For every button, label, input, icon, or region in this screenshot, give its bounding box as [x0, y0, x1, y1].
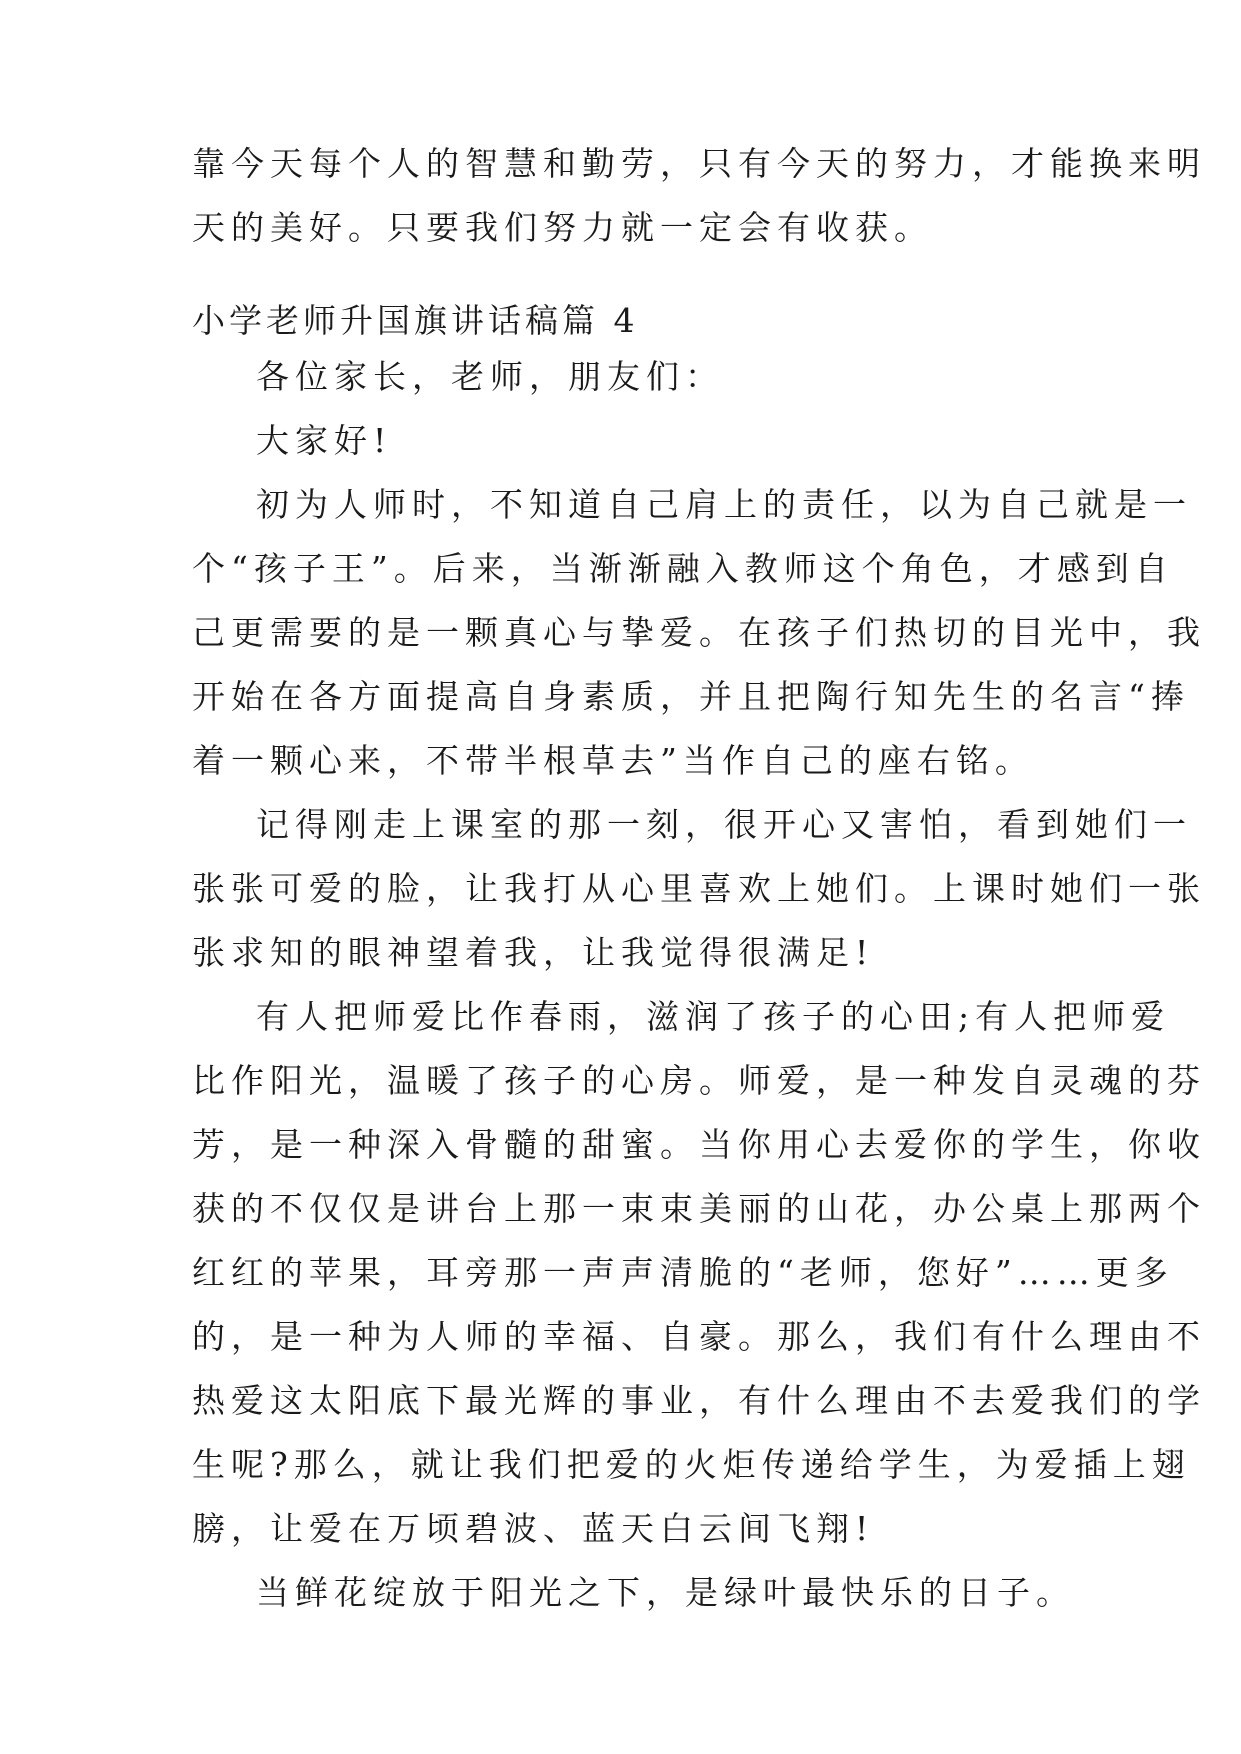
text-line: 着一颗心来，不带半根草去”当作自己的座右铭。: [192, 741, 1034, 780]
text-line: 张求知的眼神望着我，让我觉得很满足!: [192, 933, 875, 972]
speech-body: [192, 345, 1206, 1625]
text-line: 比作阳光，温暖了孩子的心房。师爱，是一种发自灵魂的芬: [192, 1061, 1206, 1100]
hello-line: 大家好!: [256, 421, 393, 460]
section-title-text: 小学老师升国旗讲话稿篇 4: [192, 301, 639, 340]
paragraph-4: [192, 1561, 1075, 1625]
text-line: 有人把师爱比作春雨，滋润了孩子的心田;有人把师爱: [256, 997, 1171, 1036]
text-line: 获的不仅仅是讲台上那一束束美丽的山花，办公桌上那两个: [192, 1189, 1206, 1228]
text-line: 开始在各方面提高自身素质，并且把陶行知先生的名言“捧: [192, 677, 1190, 716]
text-line: 红红的苹果，耳旁那一声声清脆的“老师，您好”……更多: [192, 1253, 1174, 1292]
text-line: 生呢?那么，就让我们把爱的火炬传递给学生，为爱插上翅: [192, 1445, 1191, 1484]
paragraph-3: [192, 985, 1206, 1561]
text-line: 个“孩子王”。后来，当渐渐融入教师这个角色，才感到自: [192, 549, 1174, 588]
paragraph-2: [192, 793, 1206, 985]
text-line: 的，是一种为人师的幸福、自豪。那么，我们有什么理由不: [192, 1317, 1206, 1356]
text-line: 己更需要的是一颗真心与挚爱。在孩子们热切的目光中，我: [192, 613, 1206, 652]
text-line: 膀，让爱在万顷碧波、蓝天白云间飞翔!: [192, 1509, 875, 1548]
greeting-line: 各位家长，老师，朋友们：: [256, 357, 724, 396]
text-line: 张张可爱的脸，让我打从心里喜欢上她们。上课时她们一张: [192, 869, 1206, 908]
text-line: 芳，是一种深入骨髓的甜蜜。当你用心去爱你的学生，你收: [192, 1125, 1206, 1164]
paragraph-1: [192, 473, 1206, 793]
text-line: 天的美好。只要我们努力就一定会有收获。: [192, 208, 933, 247]
text-line: 记得刚走上课室的那一刻，很开心又害怕，看到她们一: [256, 805, 1192, 844]
intro-paragraph: [192, 132, 1206, 260]
text-line: 靠今天每个人的智慧和勤劳，只有今天的努力，才能换来明: [192, 144, 1206, 183]
text-line: 热爱这太阳底下最光辉的事业，有什么理由不去爱我们的学: [192, 1381, 1206, 1420]
section-title: [192, 289, 1072, 353]
text-line: 初为人师时，不知道自己肩上的责任，以为自己就是一: [256, 485, 1192, 524]
text-line: 当鲜花绽放于阳光之下，是绿叶最快乐的日子。: [256, 1573, 1075, 1612]
